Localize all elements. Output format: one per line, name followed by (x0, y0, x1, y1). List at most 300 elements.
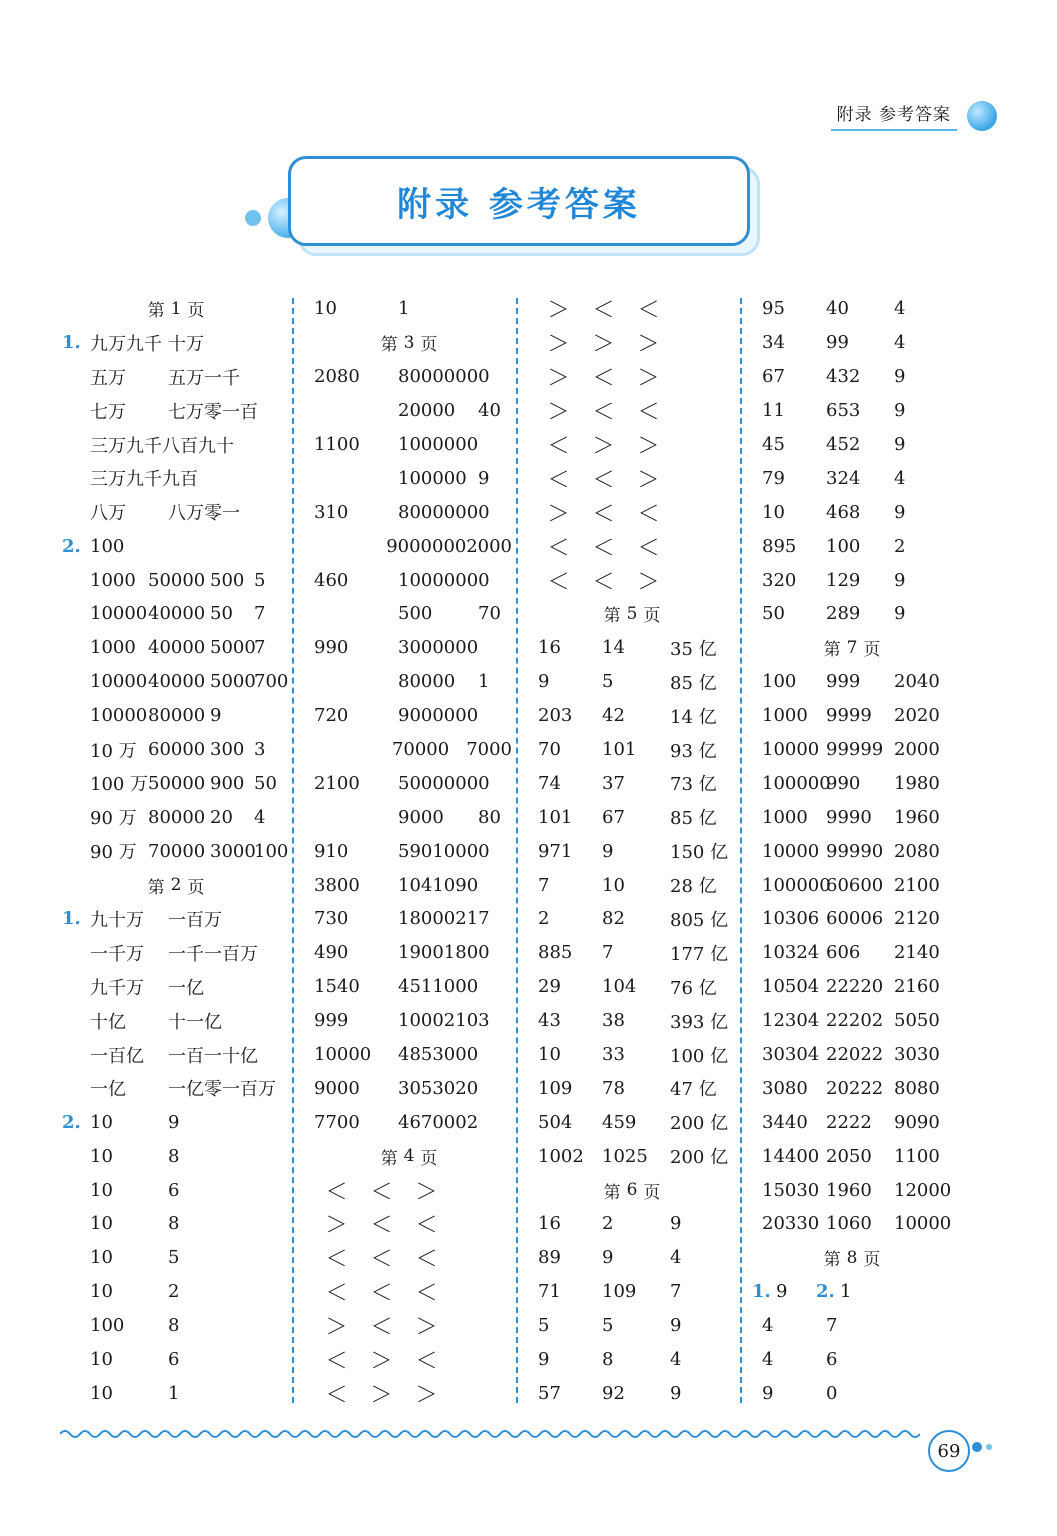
answer-value: 100 (254, 840, 289, 862)
answer-row (62, 631, 290, 665)
answer-value: 452 (826, 434, 861, 455)
comparison-symbol: ＞ (370, 1382, 393, 1408)
answer-value: 22202 (826, 1010, 884, 1032)
answer-row (752, 428, 952, 462)
comparison-symbol: ＜ (370, 1179, 393, 1205)
answer-value: 6 (168, 1179, 180, 1201)
page-heading-prefix: 第 (380, 335, 398, 356)
answer-value: 3440 (762, 1111, 808, 1133)
answer-value: 20 (210, 806, 233, 828)
answer-value: 100 万 (90, 774, 149, 796)
answer-value: 9 (776, 1281, 788, 1303)
answer-value: 89 (538, 1247, 561, 1269)
answer-value: 50000 (148, 569, 206, 591)
answer-value: 1000000 (398, 434, 479, 455)
answer-value: 9 (670, 1213, 682, 1235)
answer-value: 14400 (762, 1145, 820, 1167)
answer-value: 90 万 (90, 808, 137, 830)
answer-value: 79 (762, 467, 785, 489)
answer-value: 720 (314, 705, 349, 727)
comparison-symbol: ＞ (415, 1315, 438, 1341)
answer-value: 1000 (90, 637, 136, 659)
answer-value: 8 (168, 1213, 180, 1235)
answer-value: 200 亿 (670, 1147, 729, 1169)
answer-value: 22220 (826, 976, 884, 998)
answer-row (62, 394, 290, 428)
comparison-row (306, 1275, 512, 1309)
answer-value: 9 (478, 467, 490, 489)
comparison-row (306, 1173, 512, 1207)
answer-value: 9 (602, 840, 614, 862)
answer-row (752, 699, 952, 733)
answer-value: 1 (840, 1281, 852, 1303)
answer-value: 1060 (826, 1213, 872, 1235)
comparison-symbol: ＜ (415, 1349, 438, 1375)
answer-value: 100 (826, 535, 861, 557)
answer-value: 2000 (894, 739, 940, 761)
answer-row (306, 631, 512, 665)
answer-value: 16 (538, 1213, 561, 1235)
answer-value: 60600 (826, 874, 884, 896)
answer-value: 60000 (148, 739, 206, 761)
answer-value: 70000 (391, 739, 450, 761)
answer-value: 9 (894, 569, 906, 591)
answer-value: 9 (894, 603, 906, 625)
answer-column-2 (306, 292, 512, 1410)
answer-value: 九千万 (90, 977, 144, 999)
answer-value: 177 亿 (670, 943, 729, 965)
answer-value: 7 (254, 637, 266, 659)
answer-value: 4511000 (398, 976, 479, 998)
page-heading-prefix: 第 (603, 1182, 621, 1203)
answer-value: 10000000 (398, 569, 490, 591)
answer-value: 2050 (826, 1145, 872, 1167)
answer-value: 7 (670, 1281, 682, 1303)
page-heading-prefix: 第 (823, 640, 841, 661)
comparison-symbol: ＞ (547, 501, 570, 527)
answer-value: 92 (602, 1382, 625, 1404)
answer-column-3 (530, 292, 734, 1410)
answer-value: 7000 (466, 739, 512, 761)
answer-value: 5050 (894, 1010, 940, 1032)
answer-value: 9 (602, 1247, 614, 1269)
answer-value: 9000 (314, 1077, 360, 1099)
answer-value: 八万零一 (168, 503, 240, 525)
comparison-symbol: ＜ (592, 298, 615, 324)
page-heading-prefix: 第 (603, 606, 621, 627)
answer-value: 100 (90, 535, 125, 557)
answer-row (62, 1207, 290, 1241)
answer-row (530, 665, 734, 699)
comparison-symbol: ＜ (325, 1247, 348, 1273)
page-heading-suffix: 页 (643, 606, 661, 627)
answer-row (752, 902, 952, 936)
page-heading-number: 3 (403, 332, 415, 353)
page-heading-suffix: 页 (420, 335, 438, 356)
comparison-symbol: ＜ (637, 298, 660, 324)
answer-value: 一百一十亿 (168, 1045, 258, 1067)
answer-row (752, 1071, 952, 1105)
answer-value: 十亿 (90, 1011, 126, 1033)
answer-row (752, 1343, 952, 1377)
title-box (288, 156, 750, 246)
answer-value: 一亿 (90, 1079, 126, 1101)
answer-value: 1980 (894, 772, 940, 794)
answer-value: 104 (602, 976, 637, 998)
answer-row (530, 1377, 734, 1411)
answer-value: 10504 (762, 976, 820, 998)
answer-value: 289 (826, 603, 861, 625)
question-marker: 1. (752, 1281, 771, 1303)
comparison-row (530, 495, 734, 529)
answer-row (62, 529, 290, 563)
page-heading-number: 8 (846, 1247, 858, 1268)
answer-row (306, 1004, 512, 1038)
answer-value: 一亿零一百万 (168, 1079, 276, 1101)
answer-value: 9 (762, 1382, 774, 1404)
answer-row (306, 902, 512, 936)
answer-value: 10 (538, 1044, 561, 1066)
answer-value: 2 (602, 1213, 614, 1235)
answer-row (752, 1275, 952, 1309)
answer-value: 40000 (148, 671, 206, 693)
comparison-symbol: ＞ (547, 366, 570, 392)
comparison-row (530, 326, 734, 360)
answer-value: 10000 (762, 739, 820, 761)
answer-value: 一千万 (90, 943, 144, 965)
page-heading (62, 868, 290, 902)
answer-row (62, 428, 290, 462)
comparison-symbol: ＞ (637, 332, 660, 358)
decor-dot-icon (986, 1444, 992, 1450)
answer-row (306, 970, 512, 1004)
answer-value: 一百万 (168, 909, 222, 931)
answer-row (530, 1038, 734, 1072)
answer-value: 九万九千 (90, 333, 162, 355)
answer-value: 70000 (148, 840, 206, 862)
answer-value: 4 (762, 1349, 774, 1371)
answer-value: 9000000 (398, 705, 479, 727)
answer-value: 40 (478, 400, 501, 422)
answer-value: 43 (538, 1010, 561, 1032)
answer-value: 90 万 (90, 842, 137, 864)
answer-value: 20330 (762, 1213, 820, 1235)
answer-row (530, 631, 734, 665)
answer-value: 十万 (168, 333, 204, 355)
answer-value: 28 亿 (670, 876, 717, 898)
answer-value: 100 亿 (670, 1045, 729, 1067)
section-header-text: 附录 参考答案 (831, 100, 957, 131)
page-heading (530, 597, 734, 631)
answer-value: 4 (894, 467, 906, 489)
answer-row (62, 1275, 290, 1309)
comparison-symbol: ＜ (547, 434, 570, 459)
answer-row (306, 428, 512, 462)
answer-value: 3800 (314, 874, 360, 896)
comparison-row (530, 563, 734, 597)
answer-value: 2080 (314, 366, 360, 388)
answer-value: 67 (762, 366, 785, 388)
answer-row (530, 1105, 734, 1139)
answer-row (752, 1309, 952, 1343)
answer-value: 16 (538, 637, 561, 659)
answer-value: 59010000 (398, 840, 490, 862)
answer-value: 85 亿 (670, 808, 717, 830)
answer-row (62, 970, 290, 1004)
answer-row (306, 529, 512, 563)
answer-row (62, 1377, 290, 1411)
answer-value: 5 (168, 1247, 180, 1269)
answer-value: 一千一百万 (168, 943, 258, 965)
page-heading-prefix: 第 (823, 1250, 841, 1271)
answer-value: 990 (314, 637, 349, 659)
answer-value: 5 (254, 569, 266, 591)
answer-value: 2040 (894, 671, 940, 693)
answer-value: 10 (90, 1213, 113, 1235)
page-heading-number: 2 (170, 875, 182, 896)
answer-row (752, 360, 952, 394)
answer-row (752, 326, 952, 360)
answer-value: 57 (538, 1382, 561, 1404)
answer-value: 2140 (894, 942, 940, 964)
answer-value: 9990 (826, 806, 872, 828)
answer-value: 22022 (826, 1044, 884, 1066)
answer-value: 38 (602, 1010, 625, 1032)
column-divider (740, 298, 742, 1403)
comparison-row (306, 1241, 512, 1275)
page-number: 69 (937, 1440, 961, 1462)
question-marker: 1. (62, 332, 81, 354)
page-heading-prefix: 第 (147, 877, 165, 898)
answer-row (530, 1309, 734, 1343)
answer-value: 2222 (826, 1111, 872, 1133)
answer-row (306, 597, 512, 631)
answer-value: 2160 (894, 976, 940, 998)
answer-value: 0 (826, 1382, 838, 1404)
answer-value: 2020 (894, 705, 940, 727)
answer-row (306, 665, 512, 699)
answer-row (306, 394, 512, 428)
answer-value: 40000 (148, 603, 206, 625)
answer-value: 900 (210, 772, 245, 794)
answer-value: 129 (826, 569, 861, 591)
comparison-row (530, 292, 734, 326)
comparison-row (530, 461, 734, 495)
page-heading-suffix: 页 (863, 1250, 881, 1271)
answer-value: 10000 (90, 671, 148, 693)
answer-value: 七万零一百 (168, 401, 258, 423)
page-number-badge (928, 1430, 970, 1472)
answer-value: 9 (894, 366, 906, 388)
answer-value: 700 (254, 671, 289, 693)
answer-row (752, 733, 952, 767)
page-heading (530, 1173, 734, 1207)
answer-value: 2 (894, 535, 906, 557)
answer-value: 7 (254, 603, 266, 625)
answer-value: 一亿 (168, 977, 204, 999)
page-heading-suffix: 页 (187, 301, 205, 322)
answer-value: 七万 (90, 401, 126, 423)
answer-row (306, 733, 512, 767)
answer-value: 2100 (894, 874, 940, 896)
answer-row (752, 1004, 952, 1038)
answer-value: 2080 (894, 840, 940, 862)
answer-row (62, 597, 290, 631)
answer-row (752, 936, 952, 970)
answer-value: 60006 (826, 908, 884, 930)
answer-value: 1000 (90, 569, 136, 591)
answer-value: 4670002 (398, 1111, 479, 1133)
page-heading (306, 1139, 512, 1173)
answer-value: 1002 (538, 1145, 584, 1167)
comparison-row (306, 1377, 512, 1411)
wave-divider (60, 1424, 920, 1444)
answer-value: 100000 (762, 874, 831, 896)
column-divider (516, 298, 518, 1403)
answer-value: 40 (826, 298, 849, 320)
answer-value: 4 (670, 1247, 682, 1269)
answer-value: 19001800 (398, 942, 490, 964)
page-heading-number: 6 (626, 1180, 638, 1201)
answer-value: 50 (254, 772, 277, 794)
comparison-symbol: ＜ (370, 1213, 393, 1239)
answer-value: 8080 (894, 1077, 940, 1099)
answer-row (530, 1004, 734, 1038)
answer-value: 47 亿 (670, 1079, 717, 1101)
comparison-symbol: ＜ (325, 1281, 348, 1307)
answer-value: 50 (210, 603, 233, 625)
comparison-symbol: ＜ (370, 1247, 393, 1273)
answer-row (752, 461, 952, 495)
comparison-symbol: ＞ (415, 1179, 438, 1205)
comparison-symbol: ＜ (370, 1281, 393, 1307)
answer-row (752, 665, 952, 699)
answer-value: 35 亿 (670, 638, 717, 660)
answer-value: 504 (538, 1111, 573, 1133)
answer-row (752, 563, 952, 597)
answer-value: 971 (538, 840, 573, 862)
answer-value: 10 万 (90, 740, 137, 762)
answer-value: 109 (538, 1077, 573, 1099)
answer-value: 9090 (894, 1111, 940, 1133)
answer-value: 1000 (762, 705, 808, 727)
answer-value: 100000 (398, 467, 467, 489)
answer-row (62, 1004, 290, 1038)
answer-row (62, 766, 290, 800)
answer-row (752, 800, 952, 834)
question-marker: 2. (62, 1111, 81, 1133)
answer-value: 50000000 (398, 772, 490, 794)
answer-value: 71 (538, 1281, 561, 1303)
column-divider (292, 298, 294, 1403)
comparison-symbol: ＜ (592, 535, 615, 561)
answer-value: 10324 (762, 942, 820, 964)
answer-row (62, 1038, 290, 1072)
answer-row (62, 834, 290, 868)
answer-row (62, 733, 290, 767)
answer-value: 1960 (894, 806, 940, 828)
answer-value: 10 (602, 874, 625, 896)
answer-value: 6 (826, 1349, 838, 1371)
comparison-symbol: ＞ (547, 400, 570, 426)
answer-value: 2 (538, 908, 550, 930)
answer-value: 9999 (826, 705, 872, 727)
answer-row (306, 292, 512, 326)
answer-column-1 (62, 292, 290, 1410)
answer-row (306, 495, 512, 529)
answer-value: 50 (762, 603, 785, 625)
answer-row (62, 1071, 290, 1105)
answer-value: 80000 (148, 705, 206, 727)
answer-value: 73 亿 (670, 774, 717, 796)
answer-value: 2 (168, 1281, 180, 1303)
decor-circle-icon (967, 101, 997, 131)
answer-value: 7 (538, 874, 550, 896)
page-heading-prefix: 第 (147, 301, 165, 322)
answer-value: 7700 (314, 1111, 360, 1133)
answer-value: 99999 (826, 739, 884, 761)
answer-value: 五万一千 (168, 367, 240, 389)
answer-value: 4 (894, 332, 906, 354)
answer-value: 100 (762, 671, 797, 693)
answer-value: 三万九千八百九十 (90, 435, 234, 457)
answer-value: 10002103 (398, 1010, 490, 1032)
answer-row (530, 834, 734, 868)
answer-value: 460 (314, 569, 349, 591)
answer-row (530, 970, 734, 1004)
answer-value: 9 (670, 1315, 682, 1337)
page-heading-suffix: 页 (863, 640, 881, 661)
answer-value: 310 (314, 501, 349, 523)
answer-row (62, 360, 290, 394)
answer-row (306, 766, 512, 800)
answer-value: 10 (90, 1281, 113, 1303)
answer-value: 82 (602, 908, 625, 930)
answer-value: 29 (538, 976, 561, 998)
answer-row (62, 1105, 290, 1139)
comparison-symbol: ＜ (547, 569, 570, 595)
comparison-symbol: ＞ (637, 366, 660, 392)
answer-value: 5000 (210, 671, 256, 693)
comparison-symbol: ＜ (415, 1213, 438, 1239)
comparison-row (306, 1343, 512, 1377)
answer-row (752, 1139, 952, 1173)
answer-value: 100000 (762, 772, 831, 794)
comparison-symbol: ＜ (637, 400, 660, 426)
answer-value: 6 (168, 1349, 180, 1371)
page-heading-suffix: 页 (187, 877, 205, 898)
answer-value: 9 (168, 1111, 180, 1133)
answer-value: 606 (826, 942, 861, 964)
answer-row (306, 1038, 512, 1072)
comparison-symbol: ＜ (325, 1179, 348, 1205)
answer-value: 10000 (762, 840, 820, 862)
answer-value: 8 (602, 1349, 614, 1371)
answer-value: 10 (90, 1349, 113, 1371)
answer-value: 7 (826, 1315, 838, 1337)
answer-value: 70 (538, 739, 561, 761)
answer-value: 7 (602, 942, 614, 964)
page-heading (752, 631, 952, 665)
answer-value: 14 亿 (670, 706, 717, 728)
page-heading-number: 1 (170, 298, 182, 319)
answer-row (530, 699, 734, 733)
answer-value: 4853000 (398, 1044, 479, 1066)
comparison-symbol: ＞ (325, 1213, 348, 1239)
answer-value: 500 (398, 603, 433, 625)
answer-row (306, 800, 512, 834)
answer-value: 五万 (90, 367, 126, 389)
